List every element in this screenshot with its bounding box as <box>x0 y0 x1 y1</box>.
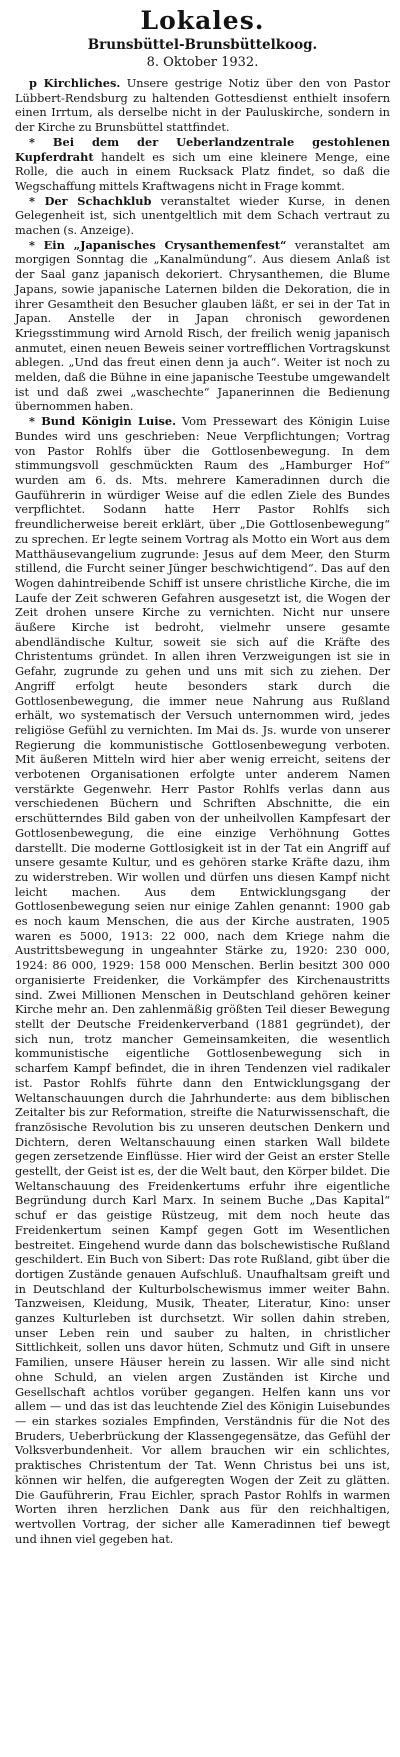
news-item-body: veranstaltet am morgigen Sonntag die „Kanalmündung“. Aus diesem Anlaß ist der Saal ganz japanisch dekoriert. Chrysanthemen, die Blume Japans, sowie japanische Laternen bilden die Dekoration, die in ihrer Gesamtheit den Besucher glauben läßt, er sei in der Tat in Japan. Anstelle der in Japan chronisch gewordenen Kriegsstimmung wird Arnold Risch, der freilich wenig japanisch anmutet, einen neuen Beweis seiner vortrefflichen Vortragskunst ablegen. „Und das freut einen denn ja auch“. Weiter ist noch zu melden, daß die Bühne in eine japanische Teestube umgewandelt ist und daß zwei „waschechte“ Japanerinnen die Bedienung übernommen haben. <box>15 237 390 414</box>
news-item-headline: p Kirchliches. <box>29 76 121 90</box>
news-item-schachklub <box>15 194 390 238</box>
news-item-crysanthemenfest <box>15 238 390 414</box>
news-item-body: Vom Pressewart des Königin Luise Bundes wird uns geschrieben: Neue Verpflichtungen; Vortrag von Pastor Rohlfs über die Gottlosenbewegung. In dem stimmungsvoll geschmückten Raum des „Hamburger Hof“ wurden am 6. ds. Mts. mehrere Kameradinnen durch die Gauführerin in würdiger Weise auf die edlen Ziele des Bundes verpflichtet. Sodann hatte Herr Pastor Rohlfs sich freundlicherweise bereit erklärt, über „Die Gottlosenbewegung“ zu sprechen. Er legte seinem Vortrag als Motto ein Wort aus dem Matthäusevangelium zugrunde: Jesus auf dem Meer, den Sturm stillend, die Furcht seiner Jünger beschwichtigend“. Das auf den Wogen dahintreibende Schiff ist unsere christliche Kirche, die im Laufe der Zeit schweren Gefahren ausgesetzt ist, die Wogen der Zeit drohen unsere Kirche zu vernichten. Nicht nur unsere äußere Kirche ist bedroht, vielmehr unsere gesamte abendländische Kultur, soweit sie sich auf die Kräfte des Christentums gründet. In allen ihren Verzweigungen ist sie in Gefahr, zugrunde zu gehen und uns mit sich zu ziehen. Der Angriff erfolgt heute besonders stark durch die Gottlosenbewegung, die immer neue Nahrung aus Rußland erhält, wo systematisch der Versuch unternommen wird, jedes religiöse Gefühl zu vernichten. Im Mai ds. Js. wurde von unserer Regierung die kommunistische Gottlosenbewegung verboten. Mit äußeren Mitteln wird hier aber wenig erreicht, seitens der verbotenen Organisationen erfolgte unter anderem Namen verstärkte Gegenwehr. Herr Pastor Rohlfs verlas dann aus verschiedenen Büchern und Schriften Abschnitte, die ein erschütterndes Bild gaben von der unheilvollen Kampfesart der Gottlosenbewegung, die eine einzige Verhöhnung Gottes darstellt. Die moderne Gottlosigkeit ist in der Tat ein Angriff auf unsere gesamte Kultur, und es gehören starke Kräfte dazu, ihm zu widerstreben. Wir wollen und dürfen uns diesen Kampf nicht leicht machen. Aus dem Entwicklungsgang der Gottlosenbewegung seien nur einige Zahlen genannt: 1900 gab es noch kaum Menschen, die aus der Kirche austraten, 1905 waren es 5000, 1913: 22 000, nach dem Kriege nahm die Austrittsbewegung in ungeahnter Stärke zu, 1920: 230 000, 1924: 86 000, 1929: 158 000 Menschen. Berlin besitzt 300 000 organisierte Freidenker, die Vorkämpfer des Kirchenaustritts sind. Zwei Millionen Menschen in Deutschland gehören keiner Kirche mehr an. Den zahlenmäßig größten Teil dieser Bewegung stellt der Deutsche Freidenkerverband (1881 gegründet), der sich nun, trotz mancher Gemeinsamkeiten, die wesentlich kommunistische eigentliche Gottlosenbewegung sich in scharfem Kampf befindet, die in ihren Tendenzen viel radikaler ist. Pastor Rohlfs führte dann den Entwicklungsgang der Weltanschauungen durch die Jahrhunderte: aus dem biblischen Zeitalter bis zur Reformation, streifte die Naturwissenschaft, die französische Revolution bis zu unseren deutschen Denkern und Dichtern, deren Weltanschauung einen starken Wall bildete gegen zersetzende Einflüsse. Hier wird der Geist an erster Stelle gestellt, der Geist ist es, der die Welt baut, den Körper bildet. Die Weltanschauung des Freidenkertums erfuhr ihre eigentliche Begründung durch Karl Marx. In seinem Buche „Das Kapital“ schuf er das geistige Rüstzeug, mit dem noch heute das Freidenkertum seinen Kampf gegen Gott im Wesentlichen bestreitet. Eingehend wurde dann das bolschewistische Rußland geschildert. Ein Buch von Sibert: Das rote Rußland, gibt über die dortigen Zustände genauen Aufschluß. Unaufhaltsam greift und in Deutschland der Kulturbolschewismus immer weiter Bahn. Tanzweisen, Kleidung, Musik, Theater, Literatur, Kino: unser ganzes Kulturleben ist durchsetzt. Wir sollen dahin streben, unser Leben rein und sauber zu halten, in christlicher Sittlichkeit, sollen uns davor hüten, Schmutz und Gift in unsere Familien, unsere Häuser herein zu lassen. Wir alle sind nicht ohne Schuld, an vielen argen Zuständen ist Kirche und Gesellschaft achtlos vorüber gegangen. Helfen kann uns vor allem — und das ist das leuchtende Ziel des Königin Luisebundes — ein starkes soziales Empfinden, Verständnis für die Not des Bruders, Ueberbrückung der Klassengegensätze, das Gefühl der Volksverbundenheit. Vor allem brauchen wir ein schlichtes, praktisches Christentum der Tat. Wenn Christus bei uns ist, können wir helfen, die aufgeregten Wogen der Zeit zu glätten. Die Gauführerin, Frau Eichler, sprach Pastor Rohlfs in warmen Worten ihren herzlichen Dank aus für den reichhaltigen, wertvollen Vortrag, der sicher alle Kameradinnen tief bewegt und ihnen viel gegeben hat. <box>15 414 390 1546</box>
news-item-headline: * Bei dem der Ueberlandzentrale gestohlenen Kupferdraht <box>15 134 390 164</box>
news-column <box>15 76 390 1546</box>
section-masthead: Lokales. <box>140 6 265 35</box>
news-item-headline: * Ein „Japanisches Crysanthemenfest“ <box>29 237 287 252</box>
news-item-kupferdraht <box>15 135 390 194</box>
news-item-bund-koenigin-luise <box>15 414 390 1546</box>
news-item-headline: * Der Schachklub <box>29 193 152 208</box>
dateline-date: 8. Oktober 1932. <box>146 55 259 70</box>
news-item-body: Unsere gestrige Notiz über den von Pastor Lübbert-Rendsburg zu haltenden Gottesdienst enthielt insofern einen Irrtum, als derselbe nicht in der Pauluskirche, sondern in der Kirche zu Brunsbüttel stattfindet. <box>15 76 390 135</box>
news-item-headline: * Bund Königin Luise. <box>29 414 177 429</box>
dateline-place: Brunsbüttel-Brunsbüttelkoog. <box>87 37 318 53</box>
news-item-kirchliches <box>15 76 390 135</box>
news-item-body: veranstaltet wieder Kurse, in denen Gelegenheit ist, sich unentgeltlich mit dem Schach vertraut zu machen (s. Anzeige). <box>15 193 390 238</box>
news-item-body: handelt es sich um eine kleinere Menge, eine Rolle, die auch in einem Rucksack Platz findet, so daß die Wegschaffung mittels Kraftwagens nicht in Frage kommt. <box>15 149 390 193</box>
